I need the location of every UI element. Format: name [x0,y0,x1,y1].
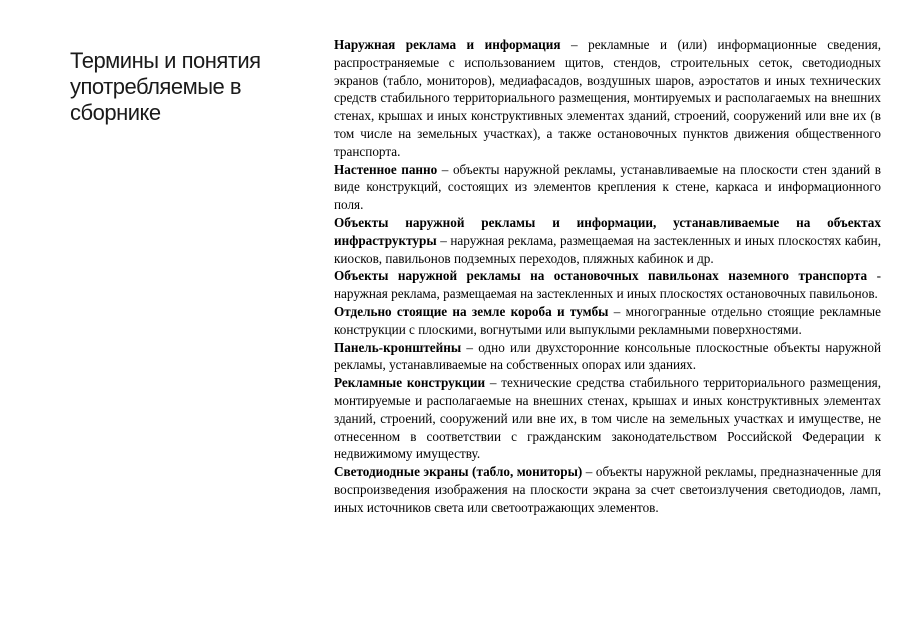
term-definition: рекламные и (или) информационные сведения, распространяемые с использованием щитов, стендов, строительных сеток, светодиодных экранов (табло, мониторов), медиафасадов, воздушных шаров, аэростатов и иных технических средств стабильного территориального размещения, монтируемых и располагаемых на внешних стенах, крышах и иных конструктивных элементах зданий, строений, сооружений или вне их (в том числе на земельных участках), а также остановочных пунктов движения общественного транспорта. [334,37,881,159]
term-separator: – [436,232,451,248]
terms-list [334,36,881,517]
term-name: Рекламные конструкции [334,375,486,391]
term-svetodiodnye-ekrany [334,463,881,516]
term-definition: одно или двухсторонние консольные плоскостные объекты наружной рекламы, устанавливаемые на собственных опорах или зданиях. [334,339,881,373]
term-definition: объекты наружной рекламы, предназначенные для воспроизведения изображения на плоскости экрана за счет светоизлучения светодиодов, ламп, иных источников света или светоотражающих элементов. [334,464,882,515]
page-title: Термины и понятия употребляемые в сборнике [70,48,261,125]
term-definition: наружная реклама, размещаемая на застекленных и иных плоскостях кабин, киосков, павильонов подземных переходов, пляжных кабинок и др. [334,232,881,266]
term-definition: многогранные отдельно стоящие рекламные конструкции с плоскими, вогнутыми или выпуклыми рекламными поверхностями. [334,303,882,337]
term-panel-kronshteyny [334,339,881,375]
term-naruzhnaya-reklama [334,36,881,161]
term-separator: – [437,161,453,177]
term-separator: - [867,268,881,284]
term-name: Светодиодные экраны (табло, мониторы) [334,464,583,480]
term-separator: – [461,339,479,355]
term-separator: – [608,303,626,319]
term-name: Отдельно стоящие на земле короба и тумбы [334,303,609,319]
term-definition: объекты наружной рекламы, устанавливаемые на плоскости стен зданий в виде конструкций, состоящих из элементов крепления к стене, каркаса и информационного поля. [334,161,882,213]
term-name: Объекты наружной рекламы на остановочных павильонах наземного транспорта [334,268,868,284]
term-separator: – [560,37,589,52]
term-name: Настенное панно [334,161,438,177]
term-name: Панель-кронштейны [334,339,462,355]
term-name: Объекты наружной рекламы и информации, устанавливаемые на объектах инфраструктуры [334,214,881,248]
term-separator: – [485,375,502,391]
term-nastennoe-panno [334,161,881,214]
term-obekty-infrastruktury [334,214,881,267]
term-separator: – [582,464,596,480]
term-definition: технические средства стабильного территориального размещения, монтируемые и располагаемые на внешних стенах, крышах и иных конструктивных элементах зданий, строений, сооружений или вне их, в том числе на земельных участках и имуществе, не отнесенном в соответствии с гражданским законодательством Российской Федерации к недвижимому имуществу. [334,375,882,462]
term-koroba-i-tumby [334,303,881,339]
term-definition: наружная реклама, размещаемая на застекленных и иных плоскостях остановочных павильонов. [334,286,878,302]
term-ostanovochnye-pavilony [334,267,881,303]
term-name: Наружная реклама и информация [334,37,561,52]
term-reklamnye-konstrukcii [334,374,881,463]
